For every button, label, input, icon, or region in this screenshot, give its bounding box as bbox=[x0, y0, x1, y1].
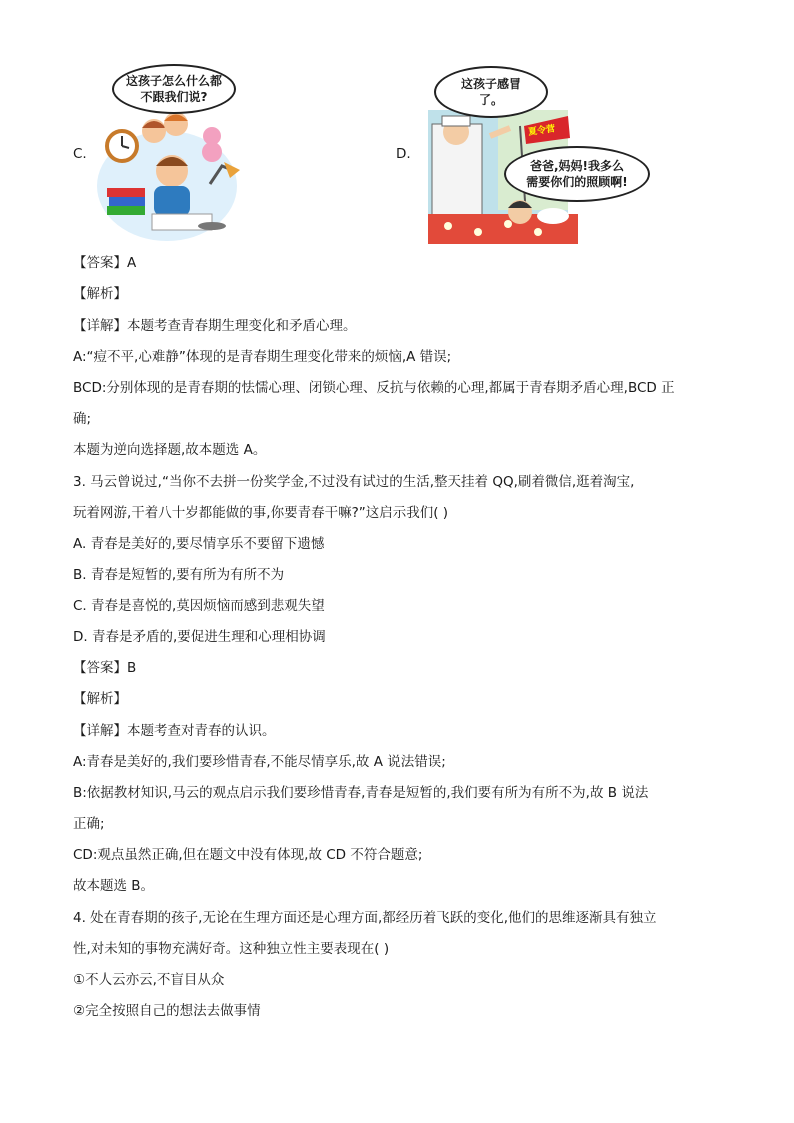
option-d-bubble2-line2: 需要你们的照顾啊! bbox=[526, 175, 628, 189]
option-d-bubble1-line2: 了。 bbox=[478, 93, 503, 107]
option-d-illustration bbox=[428, 66, 648, 244]
q2-explain-bcd-line1: BCD:分别体现的是青春期的怯懦心理、闭锁心理、反抗与依赖的心理,都属于青春期矛盾心理,BCD 正 bbox=[73, 380, 675, 396]
q3-explain-cd: CD:观点虽然正确,但在题文中没有体现,故 CD 不符合题意; bbox=[73, 847, 423, 863]
option-c-bubble-line2: 不跟我们说? bbox=[140, 90, 208, 104]
option-d-speech-bubble-2 bbox=[504, 146, 650, 202]
q2-explain-a: A:“痘不平,心难静”体现的是青春期生理变化带来的烦恼,A 错误; bbox=[73, 349, 452, 365]
option-c-bubble-line1: 这孩子怎么什么都 bbox=[125, 74, 222, 88]
option-c-label: C. bbox=[73, 146, 87, 162]
option-c-illustration bbox=[92, 66, 242, 246]
q2-detail: 【详解】本题考查青春期生理变化和矛盾心理。 bbox=[73, 318, 357, 334]
q3-detail: 【详解】本题考查对青春的认识。 bbox=[73, 723, 276, 739]
q3-answer: 【答案】B bbox=[73, 660, 137, 676]
q3-option-b: B. 青春是短暂的,要有所为有所不为 bbox=[73, 567, 285, 583]
option-d-bubble2-line1: 爸爸,妈妈!我多么 bbox=[529, 159, 625, 173]
q3-stem-line1: 3. 马云曾说过,“当你不去拼一份奖学金,不过没有试过的生活,整天挂着 QQ,刷着微信,逛着淘宝, bbox=[73, 474, 635, 490]
option-c-speech-bubble bbox=[112, 64, 236, 114]
option-d-label: D. bbox=[396, 146, 411, 162]
q4-item-2: ②完全按照自己的想法去做事情 bbox=[73, 1003, 261, 1019]
q3-analysis-heading: 【解析】 bbox=[73, 691, 127, 707]
q3-conclusion: 故本题选 B。 bbox=[73, 878, 155, 894]
q3-stem-line2: 玩着网游,干着八十岁都能做的事,你要青春干嘛?”这启示我们( ) bbox=[73, 505, 449, 521]
option-d-banner-text: 夏令营 bbox=[527, 124, 556, 138]
q2-explain-bcd-line2: 确; bbox=[73, 411, 92, 427]
q2-conclusion: 本题为逆向选择题,故本题选 A。 bbox=[73, 442, 267, 458]
q4-stem-line2: 性,对未知的事物充满好奇。这种独立性主要表现在( ) bbox=[73, 941, 390, 957]
q4-item-1: ①不人云亦云,不盲目从众 bbox=[73, 972, 225, 988]
q3-option-d: D. 青春是矛盾的,要促进生理和心理相协调 bbox=[73, 629, 326, 645]
q4-stem-line1: 4. 处在青春期的孩子,无论在生理方面还是心理方面,都经历着飞跃的变化,他们的思维逐渐具有独立 bbox=[73, 910, 657, 926]
q3-explain-b-line1: B:依据教材知识,马云的观点启示我们要珍惜青春,青春是短暂的,我们要有所为有所不为,故 B 说法 bbox=[73, 785, 649, 801]
q3-option-c: C. 青春是喜悦的,莫因烦恼而感到悲观失望 bbox=[73, 598, 325, 614]
q3-explain-b-line2: 正确; bbox=[73, 816, 105, 832]
option-d-speech-bubble-1 bbox=[434, 66, 548, 118]
q3-option-a: A. 青春是美好的,要尽情享乐不要留下遗憾 bbox=[73, 536, 325, 552]
q2-analysis-heading: 【解析】 bbox=[73, 286, 127, 302]
q2-answer: 【答案】A bbox=[73, 255, 137, 271]
option-d-bubble1-line1: 这孩子感冒 bbox=[460, 77, 521, 91]
q3-explain-a: A:青春是美好的,我们要珍惜青春,不能尽情享乐,故 A 说法错误; bbox=[73, 754, 446, 770]
